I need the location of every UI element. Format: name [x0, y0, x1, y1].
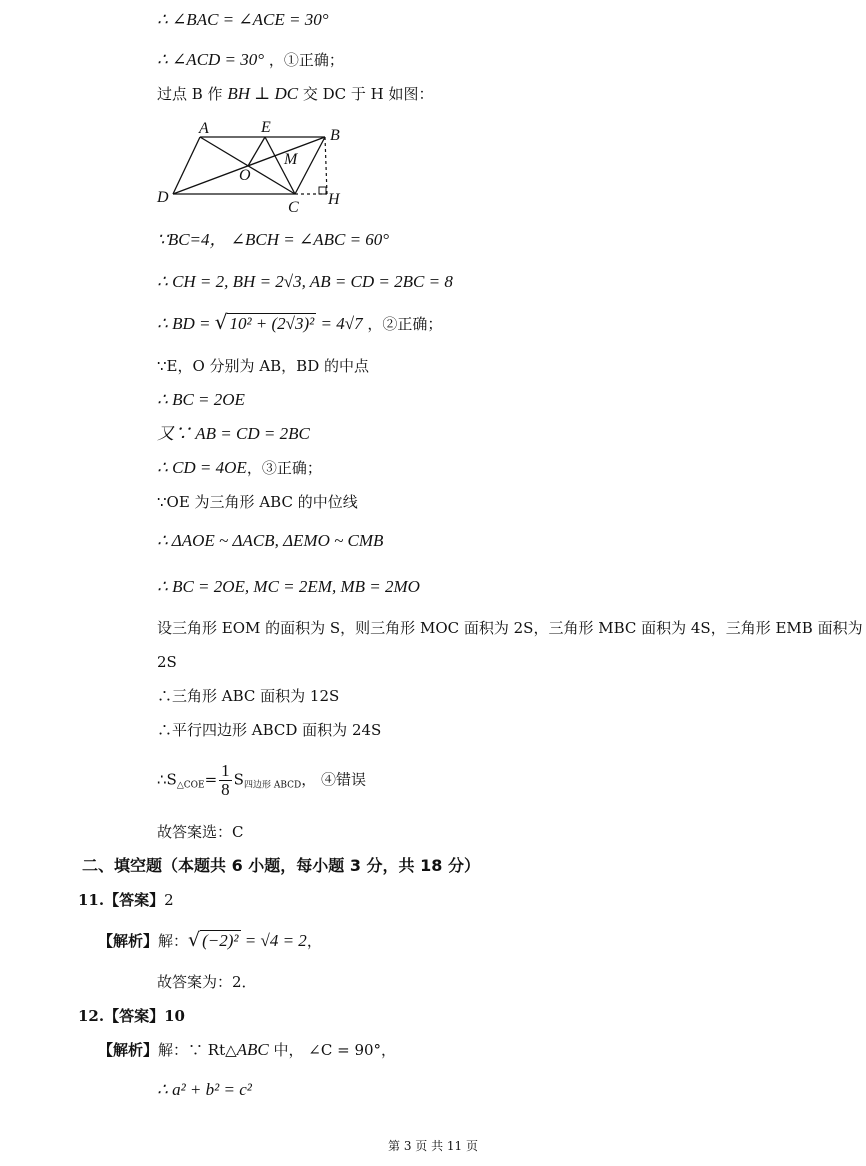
step-line-6-post: = 4√7: [316, 314, 363, 333]
step-line-10: [157, 458, 322, 478]
q11-analysis-line: [98, 930, 322, 951]
step-line-19: 故答案选：C: [157, 823, 244, 841]
q12-analysis-b: 中， ∠C = 90°，: [268, 1041, 397, 1059]
q12-analysis-math: ABC: [236, 1040, 269, 1059]
fraction-numerator: 1: [221, 761, 230, 780]
fraction-one-eighth: [219, 762, 232, 799]
step-line-10-note: ，③正确；: [246, 459, 322, 477]
label-b: B: [330, 127, 340, 144]
step-line-3-text-b: 交 DC 于 H 如图：: [298, 85, 434, 103]
step-line-18-sub2: 四边形 ABCD: [243, 780, 302, 791]
label-d: D: [157, 189, 169, 206]
q11-analysis-c: ，: [306, 932, 322, 950]
step-line-6-pre: ∴ BD =: [157, 314, 215, 333]
label-c: C: [288, 199, 299, 216]
parallelogram-figure: [155, 118, 355, 218]
step-line-13: ∴ BC = 2OE, MC = 2EM, MB = 2MO: [157, 577, 420, 596]
radical-sign-icon: √: [188, 929, 201, 951]
step-line-8: ∴ BC = 2OE: [157, 390, 245, 409]
q11-conclusion: 故答案为：2．: [157, 973, 257, 991]
step-line-2-note: ，①正确；: [264, 51, 344, 69]
q11-analysis-a: 解：: [158, 932, 189, 950]
q11-answer: 2: [164, 891, 174, 909]
q11-label: 11.【答案】: [78, 891, 165, 909]
q11-analysis-label: 【解析】: [98, 932, 159, 950]
q12-answer-line: [78, 1006, 185, 1026]
step-line-18-sub1: △COE: [176, 780, 205, 791]
section-heading: 二、填空题（本题共 6 小题，每小题 3 分，共 18 分）: [82, 856, 480, 875]
step-line-5: ∴ CH = 2, BH = 2√3, AB = CD = 2BC = 8: [157, 272, 453, 291]
step-line-11: ∵OE 为三角形 ABC 的中位线: [157, 493, 358, 511]
step-line-7: ∵E，O 分别为 AB，BD 的中点: [157, 357, 370, 375]
q11-answer-line: [78, 890, 174, 910]
step-line-18-note: ， ④错误: [301, 770, 366, 789]
step-line-6-radicand: 10² + (2√3)²: [229, 314, 315, 333]
q12-analysis-label: 【解析】: [98, 1041, 159, 1059]
q11-analysis-b: = √4 = 2: [240, 931, 307, 950]
step-line-1: ∴ ∠BAC = ∠ACE = 30°: [157, 10, 329, 29]
label-o: O: [239, 167, 251, 184]
page-footer: 第 3 页 共 11 页: [388, 1139, 478, 1153]
step-line-3-math: BH ⊥ DC: [227, 84, 299, 103]
q11-radicand: (−2)²: [202, 931, 239, 950]
segment-bh-dashed: [325, 137, 327, 194]
step-line-18: [157, 762, 366, 802]
step-line-18-eq: =: [204, 770, 218, 789]
step-line-3-text-a: 过点 B 作: [157, 85, 228, 103]
step-line-9: 又∵ AB = CD = 2BC: [157, 424, 310, 443]
step-line-2-math: ∴ ∠ACD = 30°: [157, 50, 265, 69]
step-line-15: 2S: [157, 653, 177, 671]
step-line-10-math: ∴ CD = 4OE: [157, 458, 247, 477]
q12-analysis-line: [98, 1040, 396, 1060]
step-line-4: ∵BC=4， ∠BCH = ∠ABC = 60°: [157, 230, 390, 249]
q12-label: 12.【答案】: [78, 1007, 165, 1025]
step-line-6-note: ，②正确；: [362, 315, 443, 333]
step-line-17: ∴平行四边形 ABCD 面积为 24S: [157, 721, 382, 739]
step-line-18-a: ∴S: [157, 770, 177, 789]
q12-analysis-a: 解：∵ Rt△: [158, 1041, 237, 1059]
label-h: H: [328, 191, 340, 208]
step-line-3: [157, 84, 434, 104]
q12-answer: 10: [164, 1007, 185, 1025]
step-line-12: ∴ ΔAOE ~ ΔACB, ΔEMO ~ CMB: [157, 531, 384, 550]
step-line-6: [157, 312, 442, 342]
step-line-16: ∴三角形 ABC 面积为 12S: [157, 687, 340, 705]
step-line-2: [157, 50, 344, 70]
step-line-18-s: S: [233, 770, 244, 789]
label-m: M: [284, 151, 298, 168]
segment-eo: [248, 137, 265, 166]
step-line-14: 设三角形 EOM 的面积为 S，则三角形 MOC 面积为 2S，三角形 MBC 面积为 4S，三角形 EMB 面积为: [157, 619, 863, 637]
label-a: A: [199, 120, 209, 137]
label-e: E: [261, 119, 271, 136]
radical-sign-icon: √: [214, 310, 228, 334]
right-angle-mark: [319, 187, 326, 194]
segment-bc: [295, 137, 325, 194]
fraction-denominator: 8: [221, 780, 230, 799]
q12-step: ∴ a² + b² = c²: [157, 1080, 252, 1099]
